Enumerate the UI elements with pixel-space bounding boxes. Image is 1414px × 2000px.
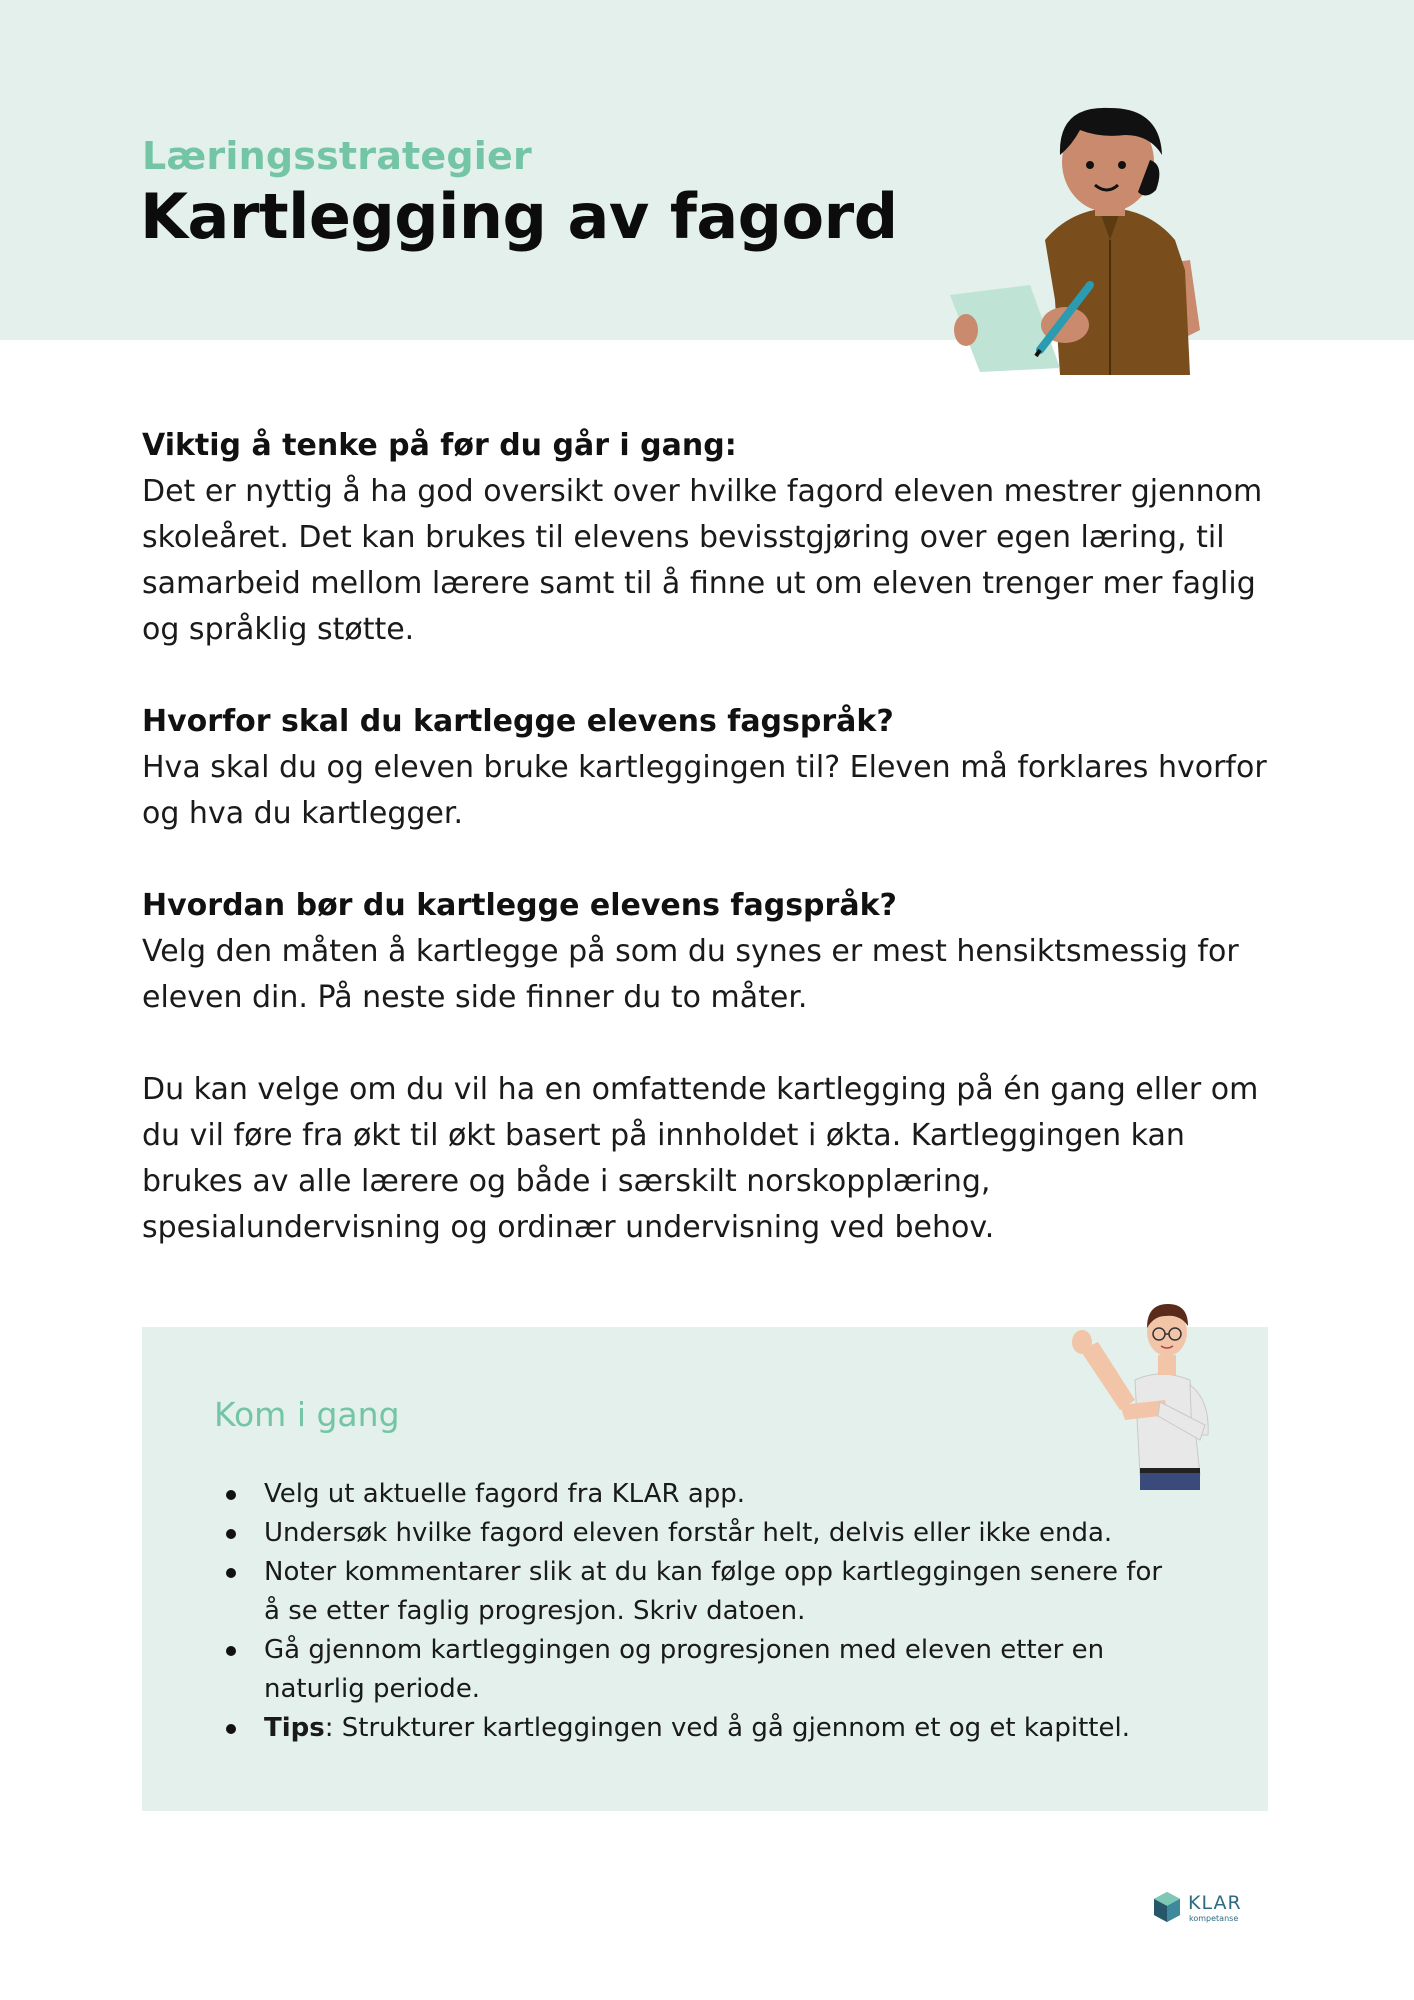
bullet-icon [226, 1568, 236, 1578]
list-item: Undersøk hvilke fagord eleven forstår helt, delvis eller ikke enda. [214, 1514, 1174, 1553]
bullet-icon [226, 1724, 236, 1734]
logo-subtitle: kompetanse [1189, 1914, 1239, 1923]
getting-started-title: Kom i gang [214, 1395, 400, 1434]
section-body: Du kan velge om du vil ha en omfattende kartlegging på én gang eller om du vil føre fra økt til økt basert på innholdet i økta. Kartleggingen kan brukes av alle lærere og både i særskilt norskopplæring, spesialundervisning og ordinær undervisning ved behov. [142, 1072, 1259, 1245]
section-heading: Hvordan bør du kartlegge elevens fagspråk? [142, 888, 897, 923]
tip-label: Tips [264, 1713, 325, 1743]
bullet-icon [226, 1490, 236, 1500]
main-content [142, 423, 1282, 1297]
section-body: Hva skal du og eleven bruke kartleggingen til? Eleven må forklares hvorfor og hva du kartlegger. [142, 750, 1267, 831]
list-item: Gå gjennom kartleggingen og progresjonen med eleven etter en naturlig periode. [214, 1631, 1174, 1709]
section-before-start [142, 423, 1282, 653]
section-heading: Hvorfor skal du kartlegge elevens fagspråk? [142, 704, 894, 739]
section-how [142, 883, 1282, 1021]
teacher-pointing-illustration [1060, 1290, 1260, 1490]
list-item: Noter kommentarer slik at du kan følge opp kartleggingen senere for å se etter faglig progresjon. Skriv datoen. [214, 1553, 1174, 1631]
section-scope [142, 1067, 1282, 1251]
bullet-icon [226, 1529, 236, 1539]
section-heading: Viktig å tenke på før du går i gang: [142, 428, 737, 463]
page-kicker: Læringsstrategier [142, 134, 532, 178]
logo-name: KLAR [1188, 1892, 1242, 1914]
section-body: Det er nyttig å ha god oversikt over hvilke fagord eleven mestrer gjennom skoleåret. Det kan brukes til elevens bevisstgjøring over egen læring, til samarbeid mellom lærere samt til å finne ut om eleven trenger mer faglig og språklig støtte. [142, 474, 1263, 647]
klar-logo-icon [1150, 1890, 1184, 1924]
section-body: Velg den måten å kartlegge på som du synes er mest hensiktsmessig for eleven din. På neste side finner du to måter. [142, 934, 1239, 1015]
getting-started-list [214, 1475, 1174, 1748]
bullet-icon [226, 1646, 236, 1656]
list-item-tip [214, 1709, 1174, 1748]
section-why [142, 699, 1282, 837]
page-title: Kartlegging av fagord [140, 180, 898, 253]
klar-logo [1150, 1890, 1250, 1930]
tip-text: : Strukturer kartleggingen ved å gå gjennom et og et kapittel. [324, 1713, 1130, 1743]
list-item: Velg ut aktuelle fagord fra KLAR app. [214, 1475, 1174, 1514]
student-writing-illustration [950, 100, 1250, 375]
